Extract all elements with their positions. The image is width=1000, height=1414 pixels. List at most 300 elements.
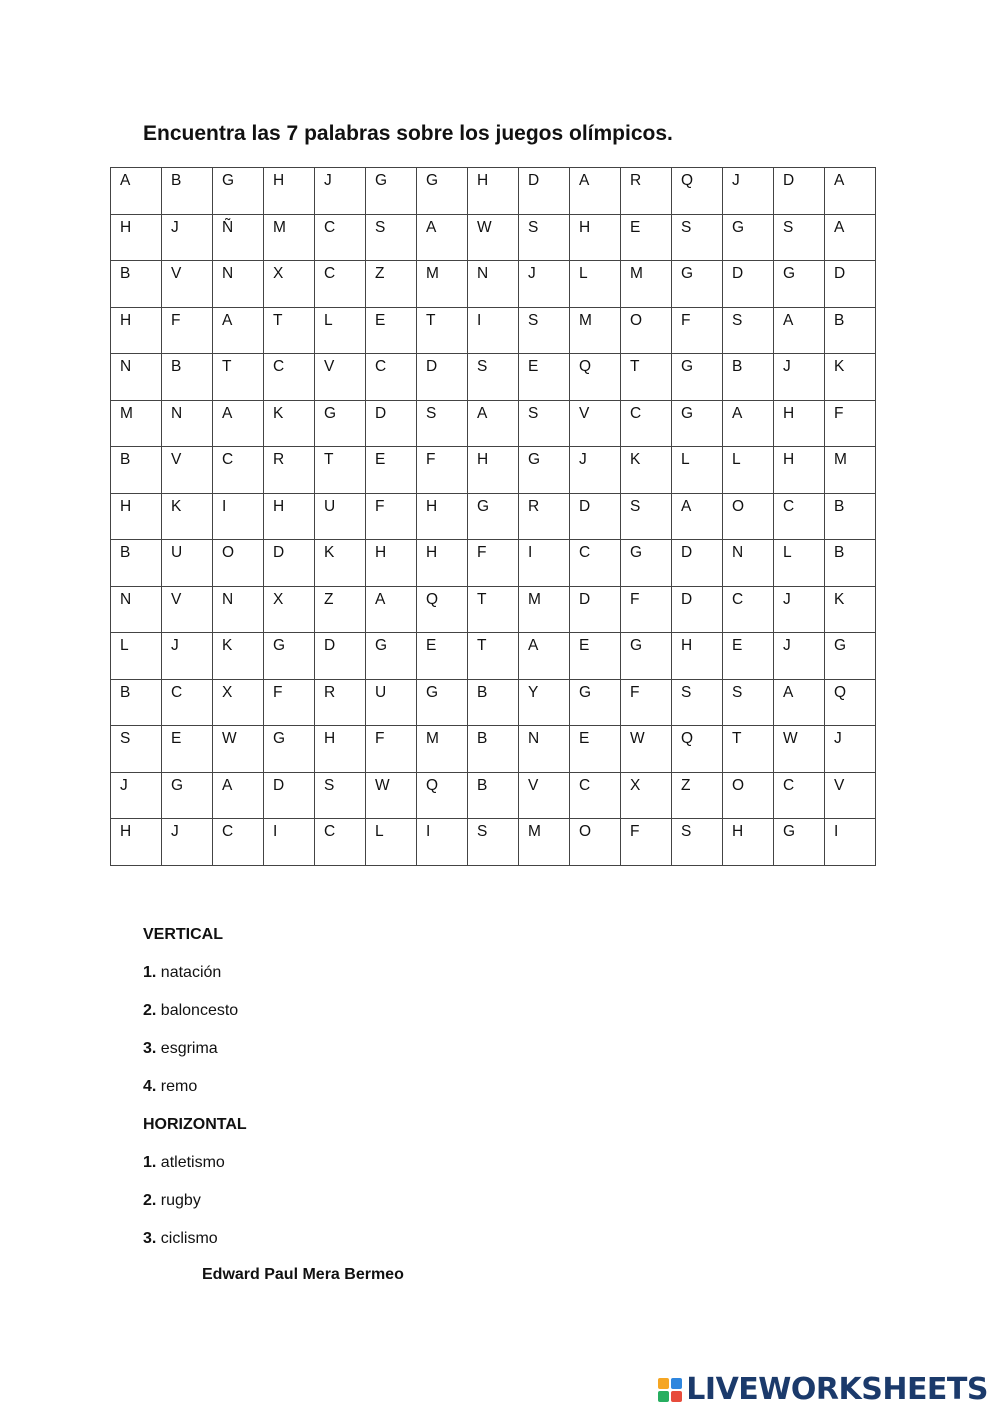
grid-letter: U <box>324 497 336 515</box>
grid-letter: A <box>783 683 794 701</box>
grid-letter: W <box>783 730 798 747</box>
grid-letter: G <box>273 637 286 654</box>
grid-letter: B <box>834 544 845 561</box>
grid-letter: W <box>222 730 237 747</box>
grid-letter: T <box>273 311 283 329</box>
grid-cell <box>366 819 417 866</box>
grid-letter: H <box>579 218 591 236</box>
horizontal-list <box>143 1150 247 1264</box>
grid-cell <box>774 772 825 819</box>
grid-cell <box>723 261 774 308</box>
grid-cell <box>570 586 621 633</box>
grid-cell <box>111 307 162 354</box>
grid-cell <box>213 726 264 773</box>
grid-letter: E <box>630 218 641 236</box>
grid-cell <box>366 447 417 494</box>
grid-cell <box>264 586 315 633</box>
grid-cell <box>825 400 876 447</box>
grid-letter: M <box>834 451 847 468</box>
grid-letter: G <box>834 637 847 654</box>
grid-letter: A <box>477 404 488 422</box>
grid-cell <box>672 168 723 215</box>
grid-letter: A <box>426 218 437 236</box>
grid-cell <box>417 633 468 680</box>
grid-letter: S <box>426 404 437 422</box>
grid-letter: Q <box>681 730 694 747</box>
grid-letter: K <box>273 404 284 422</box>
grid-cell <box>162 540 213 587</box>
grid-letter: S <box>732 311 743 329</box>
grid-cell <box>672 493 723 540</box>
grid-cell <box>417 168 468 215</box>
grid-cell <box>621 772 672 819</box>
item-word: rugby <box>160 1192 201 1209</box>
grid-letter: M <box>120 404 133 422</box>
grid-cell <box>621 307 672 354</box>
grid-cell <box>774 447 825 494</box>
grid-letter: J <box>171 637 179 654</box>
grid-cell <box>723 679 774 726</box>
item-number: 3. <box>143 1230 157 1247</box>
grid-letter: R <box>324 683 336 701</box>
grid-cell <box>111 168 162 215</box>
grid-letter: Q <box>426 590 439 608</box>
grid-letter: K <box>222 637 233 654</box>
grid-cell <box>723 772 774 819</box>
grid-cell <box>162 679 213 726</box>
grid-cell <box>570 400 621 447</box>
grid-letter: G <box>630 637 643 654</box>
horizontal-heading: HORIZONTAL <box>143 1116 247 1133</box>
horizontal-word-item <box>143 1226 247 1264</box>
grid-letter: A <box>528 637 539 654</box>
grid-letter: E <box>375 311 386 329</box>
grid-cell <box>570 540 621 587</box>
grid-row <box>111 214 876 261</box>
grid-letter: X <box>630 776 641 794</box>
grid-cell <box>162 447 213 494</box>
grid-letter: F <box>375 497 385 515</box>
liveworksheets-logo <box>658 1374 988 1406</box>
grid-letter: R <box>273 451 285 468</box>
grid-cell <box>111 354 162 401</box>
item-number: 1. <box>143 964 157 981</box>
grid-letter: G <box>732 218 745 236</box>
grid-letter: N <box>120 590 132 608</box>
grid-letter: A <box>834 172 845 189</box>
logo-square <box>671 1391 682 1402</box>
grid-letter: I <box>528 544 533 561</box>
grid-cell <box>825 540 876 587</box>
grid-cell <box>417 726 468 773</box>
grid-cell <box>213 168 264 215</box>
grid-cell <box>825 633 876 680</box>
grid-letter: G <box>783 823 796 840</box>
grid-cell <box>468 819 519 866</box>
grid-letter: D <box>834 265 846 282</box>
grid-cell <box>315 261 366 308</box>
grid-cell <box>825 586 876 633</box>
grid-letter: N <box>120 358 132 375</box>
grid-cell <box>111 819 162 866</box>
grid-body <box>111 168 876 866</box>
item-number: 4. <box>143 1078 157 1095</box>
grid-letter: Q <box>579 358 592 375</box>
grid-letter: B <box>120 451 131 468</box>
grid-cell <box>774 400 825 447</box>
grid-cell <box>723 726 774 773</box>
grid-letter: H <box>120 311 132 329</box>
grid-letter: G <box>681 265 694 282</box>
grid-letter: A <box>222 311 233 329</box>
grid-letter: K <box>834 358 845 375</box>
grid-cell <box>723 307 774 354</box>
grid-letter: H <box>783 404 795 422</box>
grid-cell <box>672 772 723 819</box>
grid-cell <box>621 633 672 680</box>
grid-cell <box>315 307 366 354</box>
grid-letter: Z <box>375 265 385 282</box>
grid-letter: M <box>273 218 286 236</box>
grid-cell <box>774 633 825 680</box>
grid-cell <box>366 307 417 354</box>
grid-letter: Z <box>324 590 334 608</box>
grid-letter: G <box>324 404 337 422</box>
item-word: natación <box>160 964 222 981</box>
grid-letter: B <box>834 311 845 329</box>
grid-letter: T <box>477 590 487 608</box>
grid-letter: F <box>273 683 283 701</box>
grid-letter: V <box>171 451 182 468</box>
grid-cell <box>417 540 468 587</box>
grid-cell <box>570 168 621 215</box>
grid-letter: R <box>630 172 642 189</box>
grid-letter: U <box>375 683 387 701</box>
grid-letter: H <box>426 497 438 515</box>
grid-letter: A <box>579 172 590 189</box>
vertical-list <box>143 960 247 1112</box>
grid-letter: H <box>120 218 132 236</box>
grid-cell <box>723 214 774 261</box>
grid-cell <box>468 493 519 540</box>
grid-cell <box>315 819 366 866</box>
grid-letter: F <box>630 823 640 840</box>
grid-cell <box>111 679 162 726</box>
grid-cell <box>417 772 468 819</box>
grid-cell <box>111 772 162 819</box>
grid-cell <box>366 400 417 447</box>
grid-cell <box>315 772 366 819</box>
grid-letter: V <box>171 265 182 282</box>
grid-letter: S <box>324 776 335 794</box>
grid-cell <box>213 493 264 540</box>
grid-letter: F <box>630 590 640 608</box>
grid-cell <box>213 772 264 819</box>
grid-letter: T <box>477 637 487 654</box>
item-word: esgrima <box>160 1040 218 1057</box>
grid-letter: R <box>528 497 540 515</box>
grid-cell <box>519 726 570 773</box>
grid-cell <box>162 400 213 447</box>
grid-cell <box>417 819 468 866</box>
grid-cell <box>213 819 264 866</box>
grid-row <box>111 168 876 215</box>
grid-letter: G <box>477 497 490 515</box>
grid-cell <box>315 493 366 540</box>
grid-letter: M <box>426 265 439 282</box>
grid-letter: G <box>426 172 439 189</box>
grid-cell <box>366 586 417 633</box>
grid-letter: Q <box>426 776 439 794</box>
grid-cell <box>774 214 825 261</box>
grid-letter: I <box>426 823 431 840</box>
grid-row <box>111 261 876 308</box>
grid-cell <box>519 214 570 261</box>
grid-letter: Y <box>528 683 539 701</box>
grid-cell <box>213 540 264 587</box>
grid-letter: S <box>477 823 488 840</box>
grid-letter: B <box>171 358 182 375</box>
grid-letter: B <box>477 776 488 794</box>
grid-cell <box>519 354 570 401</box>
grid-letter: O <box>579 823 592 840</box>
grid-letter: J <box>120 776 128 794</box>
grid-letter: S <box>528 404 539 422</box>
grid-cell <box>825 354 876 401</box>
grid-letter: J <box>171 218 179 236</box>
grid-cell <box>264 168 315 215</box>
grid-letter: O <box>732 776 745 794</box>
item-number: 3. <box>143 1040 157 1057</box>
grid-letter: M <box>426 730 439 747</box>
grid-letter: C <box>324 265 336 282</box>
grid-cell <box>774 168 825 215</box>
vertical-word-item <box>143 998 247 1036</box>
grid-letter: T <box>630 358 640 375</box>
grid-cell <box>111 400 162 447</box>
grid-cell <box>570 819 621 866</box>
grid-letter: D <box>579 497 591 515</box>
grid-cell <box>519 679 570 726</box>
grid-cell <box>315 400 366 447</box>
grid-letter: C <box>630 404 642 422</box>
grid-letter: C <box>579 544 591 561</box>
grid-cell <box>468 447 519 494</box>
liveworksheets-icon <box>658 1378 682 1402</box>
grid-letter: H <box>273 172 285 189</box>
grid-cell <box>264 726 315 773</box>
grid-letter: H <box>273 497 285 515</box>
grid-cell <box>366 772 417 819</box>
grid-cell <box>519 493 570 540</box>
grid-letter: A <box>222 404 233 422</box>
grid-cell <box>264 400 315 447</box>
grid-letter: D <box>324 637 336 654</box>
grid-letter: C <box>222 451 234 468</box>
grid-letter: N <box>222 265 234 282</box>
vertical-word-item <box>143 960 247 998</box>
grid-letter: E <box>375 451 386 468</box>
grid-cell <box>621 726 672 773</box>
grid-letter: A <box>120 172 131 189</box>
grid-letter: A <box>681 497 692 515</box>
grid-letter: B <box>477 683 488 701</box>
vertical-word-item <box>143 1036 247 1074</box>
grid-cell <box>621 354 672 401</box>
grid-cell <box>417 447 468 494</box>
grid-cell <box>570 214 621 261</box>
grid-cell <box>570 726 621 773</box>
grid-letter: G <box>426 683 439 701</box>
grid-letter: Z <box>681 776 691 794</box>
grid-letter: D <box>375 404 387 422</box>
grid-row <box>111 493 876 540</box>
grid-cell <box>264 261 315 308</box>
grid-cell <box>519 633 570 680</box>
grid-cell <box>111 447 162 494</box>
grid-cell <box>111 633 162 680</box>
grid-letter: B <box>171 172 182 189</box>
item-number: 1. <box>143 1154 157 1171</box>
grid-cell <box>162 307 213 354</box>
grid-letter: J <box>324 172 332 189</box>
grid-cell <box>672 400 723 447</box>
grid-letter: H <box>120 497 132 515</box>
grid-cell <box>264 307 315 354</box>
grid-cell <box>111 586 162 633</box>
grid-cell <box>621 679 672 726</box>
grid-letter: C <box>222 823 234 840</box>
grid-cell <box>315 679 366 726</box>
grid-cell <box>621 819 672 866</box>
grid-cell <box>162 772 213 819</box>
grid-cell <box>264 493 315 540</box>
grid-letter: L <box>579 265 588 282</box>
grid-row <box>111 679 876 726</box>
grid-cell <box>111 540 162 587</box>
grid-letter: C <box>171 683 183 701</box>
grid-cell <box>162 261 213 308</box>
grid-cell <box>264 633 315 680</box>
grid-letter: N <box>528 730 540 747</box>
grid-cell <box>366 493 417 540</box>
grid-cell <box>213 400 264 447</box>
grid-letter: Ñ <box>222 218 234 236</box>
grid-cell <box>264 540 315 587</box>
grid-letter: I <box>222 497 227 515</box>
grid-letter: S <box>477 358 488 375</box>
grid-letter: K <box>630 451 641 468</box>
grid-letter: L <box>732 451 741 468</box>
grid-cell <box>366 726 417 773</box>
grid-cell <box>825 168 876 215</box>
grid-cell <box>825 679 876 726</box>
grid-letter: J <box>783 590 791 608</box>
grid-cell <box>723 493 774 540</box>
grid-letter: K <box>171 497 182 515</box>
word-lists <box>143 922 247 1264</box>
grid-letter: H <box>783 451 795 468</box>
grid-cell <box>825 819 876 866</box>
grid-letter: G <box>171 776 184 794</box>
grid-cell <box>672 307 723 354</box>
grid-cell <box>672 633 723 680</box>
grid-row <box>111 447 876 494</box>
grid-cell <box>417 354 468 401</box>
grid-cell <box>519 540 570 587</box>
grid-cell <box>519 772 570 819</box>
grid-cell <box>672 679 723 726</box>
grid-cell <box>723 168 774 215</box>
grid-letter: C <box>375 358 387 375</box>
grid-cell <box>723 400 774 447</box>
grid-letter: D <box>732 265 744 282</box>
logo-square <box>658 1378 669 1389</box>
grid-cell <box>111 214 162 261</box>
grid-cell <box>774 493 825 540</box>
grid-letter: H <box>732 823 744 840</box>
grid-row <box>111 540 876 587</box>
grid-cell <box>417 586 468 633</box>
grid-cell <box>621 586 672 633</box>
grid-letter: W <box>477 218 492 236</box>
grid-cell <box>672 447 723 494</box>
grid-cell <box>315 214 366 261</box>
grid-cell <box>570 447 621 494</box>
grid-letter: G <box>375 637 388 654</box>
grid-cell <box>621 540 672 587</box>
grid-cell <box>162 819 213 866</box>
grid-cell <box>519 307 570 354</box>
grid-cell <box>366 261 417 308</box>
grid-cell <box>672 540 723 587</box>
grid-letter: K <box>324 544 335 561</box>
grid-letter: X <box>273 590 284 608</box>
grid-cell <box>723 586 774 633</box>
word-search-grid <box>110 167 876 866</box>
grid-cell <box>366 540 417 587</box>
grid-letter: T <box>732 730 742 747</box>
grid-cell <box>774 726 825 773</box>
grid-cell <box>264 214 315 261</box>
grid-letter: M <box>528 590 541 608</box>
grid-cell <box>468 214 519 261</box>
grid-row <box>111 354 876 401</box>
grid-cell <box>213 261 264 308</box>
grid-letter: B <box>732 358 743 375</box>
grid-letter: V <box>834 776 845 794</box>
grid-letter: H <box>477 172 489 189</box>
grid-cell <box>621 493 672 540</box>
grid-letter: H <box>120 823 132 840</box>
grid-letter: G <box>630 544 643 561</box>
grid-letter: D <box>273 776 285 794</box>
grid-cell <box>774 354 825 401</box>
grid-cell <box>672 726 723 773</box>
grid-cell <box>468 586 519 633</box>
grid-row <box>111 307 876 354</box>
grid-cell <box>468 168 519 215</box>
grid-cell <box>774 307 825 354</box>
grid-letter: J <box>528 265 536 282</box>
grid-cell <box>162 214 213 261</box>
horizontal-word-item <box>143 1150 247 1188</box>
grid-letter: H <box>324 730 336 747</box>
grid-cell <box>774 261 825 308</box>
grid-letter: E <box>528 358 539 375</box>
grid-cell <box>264 772 315 819</box>
grid-letter: F <box>834 404 844 422</box>
